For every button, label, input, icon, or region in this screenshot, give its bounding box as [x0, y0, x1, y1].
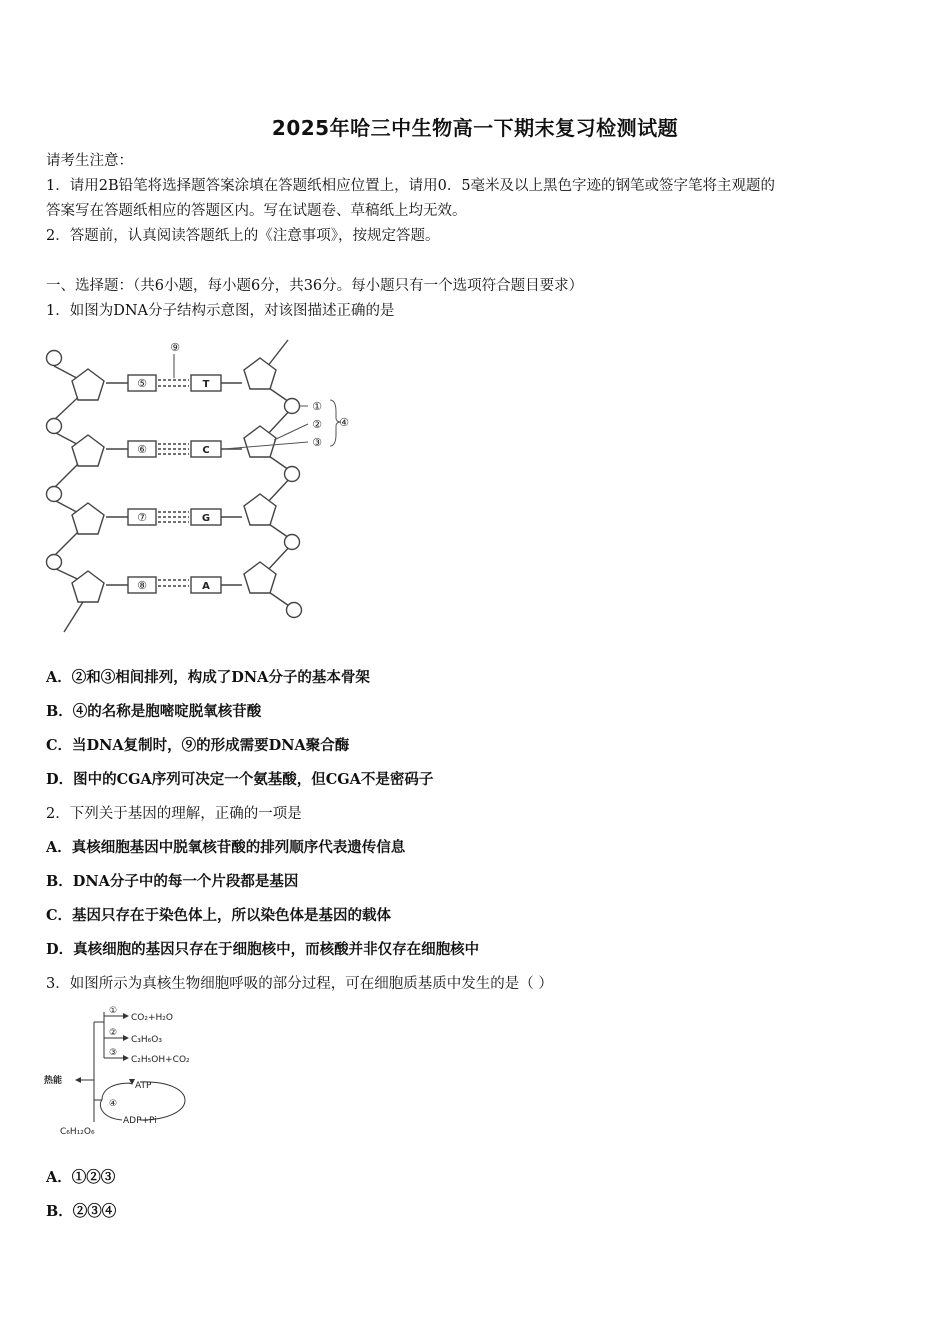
resp-step-label: ④ [109, 1099, 118, 1109]
dna-left-label: ⑧ [137, 579, 147, 592]
q2-option-d: D．真核细胞的基因只存在于细胞核中，而核酸并非仅存在细胞核中 [46, 941, 480, 958]
resp-heat-label: 热能 [44, 1076, 63, 1086]
dna-side-label: ① [312, 400, 322, 413]
notice-item-2: 2．答题前，认真阅读答题纸上的《注意事项》，按规定答题。 [46, 228, 440, 244]
dna-hydrogen-bond-label: ⑨ [170, 341, 180, 354]
dna-side-label: ② [312, 418, 322, 431]
resp-adp-label: ADP+Pi [123, 1116, 157, 1126]
respiration-diagram [40, 1002, 210, 1144]
dna-base-letter: C [202, 445, 210, 456]
dna-base-letter: G [201, 513, 211, 524]
resp-product: CO₂+H₂O [131, 1013, 173, 1023]
dna-brace-label: ④ [339, 416, 349, 429]
resp-atp-label: ATP [135, 1081, 152, 1091]
question-2-stem: 2．下列关于基因的理解，正确的一项是 [46, 806, 302, 822]
q3-option-b: B．②③④ [46, 1203, 117, 1220]
q2-option-a: A．真核细胞基因中脱氧核苷酸的排列顺序代表遗传信息 [46, 839, 406, 856]
resp-step-label: ① [109, 1006, 118, 1016]
q3-option-a: A．①②③ [46, 1169, 116, 1186]
dna-structure-diagram [38, 336, 368, 636]
q1-option-a: A．②和③相间排列，构成了DNA分子的基本骨架 [46, 669, 370, 686]
page-title: 2025年哈三中生物高一下期末复习检测试题 [271, 116, 679, 140]
dna-base-letter: T [202, 379, 210, 390]
resp-product: C₃H₆O₃ [131, 1035, 162, 1045]
dna-side-label: ③ [312, 436, 322, 449]
notice-item-1-line-2: 答案写在答题纸相应的答题区内。写在试题卷、草稿纸上均无效。 [46, 203, 467, 219]
q1-option-d: D．图中的CGA序列可决定一个氨基酸，但CGA不是密码子 [46, 771, 434, 788]
question-3-stem: 3．如图所示为真核生物细胞呼吸的部分过程，可在细胞质基质中发生的是（ ） [46, 976, 553, 992]
notice-heading: 请考生注意： [46, 153, 133, 169]
resp-step-label: ② [109, 1028, 118, 1038]
dna-left-label: ⑤ [137, 377, 147, 390]
q1-option-c: C．当DNA复制时，⑨的形成需要DNA聚合酶 [46, 737, 350, 754]
section-heading: 一、选择题：（共6小题，每小题6分，共36分。每小题只有一个选项符合题目要求） [46, 278, 584, 294]
resp-glucose-label: C₆H₁₂O₆ [60, 1127, 95, 1137]
resp-step-label: ③ [109, 1048, 118, 1058]
dna-left-label: ⑦ [137, 511, 147, 524]
dna-base-letter: A [202, 581, 210, 592]
q1-option-b: B．④的名称是胞嘧啶脱氧核苷酸 [46, 703, 262, 720]
q2-option-c: C．基因只存在于染色体上，所以染色体是基因的载体 [46, 907, 392, 924]
resp-product: C₂H₅OH+CO₂ [131, 1055, 190, 1065]
question-1-stem: 1．如图为DNA分子结构示意图，对该图描述正确的是 [46, 303, 395, 319]
q2-option-b: B．DNA分子中的每一个片段都是基因 [46, 873, 299, 890]
notice-item-1-line-1: 1．请用2B铅笔将选择题答案涂填在答题纸相应位置上，请用0．5毫米及以上黑色字迹的钢笔或签字笔将主观题的 [46, 178, 776, 194]
dna-left-label: ⑥ [137, 443, 147, 456]
